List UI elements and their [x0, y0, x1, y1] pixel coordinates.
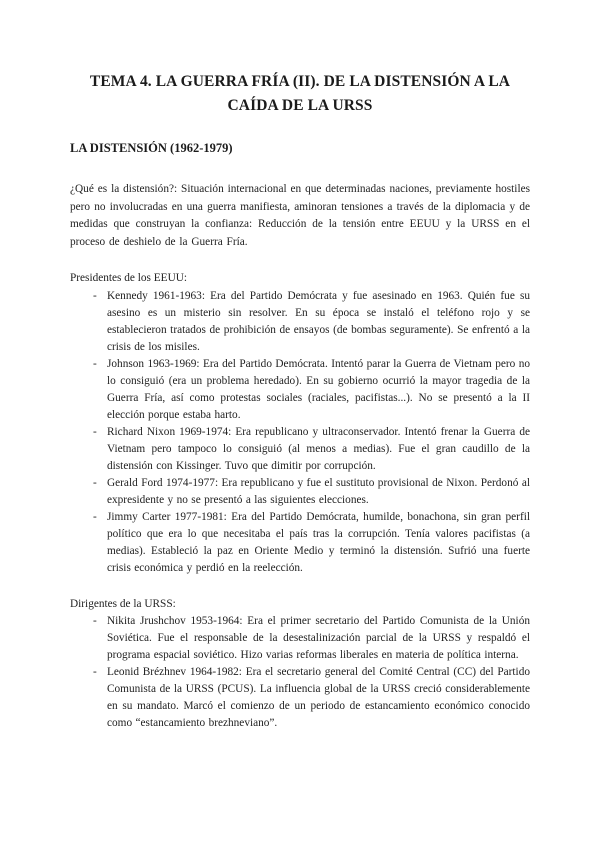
list-item-text: Nikita Jrushchov 1953-1964: Era el primer secretario del Partido Comunista de la Unión Soviética. Fue el responsable de la desestalinización parcial de la URSS y respaldó el programa espacial soviético. Hizo varias reformas liberales en materia de política interna.	[107, 615, 530, 661]
list-item	[70, 613, 530, 664]
list-item	[70, 356, 530, 424]
bullet-marker: -	[93, 357, 97, 370]
us-presidents-label: Presidentes de los EEUU:	[70, 272, 188, 284]
bullet-marker: -	[93, 615, 97, 627]
list-item-text: Richard Nixon 1969-1974: Era republicano y ultraconservador. Intentó frenar la Guerra de Vietnam pero tampoco lo consiguió (al menos a medias). Fue el gran caudillo de la distensión con Kissinger. Tuvo que dimitir por corrupción.	[107, 425, 530, 472]
list-item	[70, 475, 530, 509]
ussr-leaders-section	[70, 596, 530, 733]
list-item	[70, 424, 530, 475]
bullet-marker: -	[93, 289, 97, 302]
list-item-text: Gerald Ford 1974-1977: Era republicano y fue el sustituto provisional de Nixon. Perdonó al expresidente y no se presentó a las siguientes elecciones.	[107, 476, 530, 506]
list-item	[70, 509, 530, 577]
ussr-leaders-list	[70, 613, 530, 732]
bullet-marker: -	[93, 476, 97, 489]
list-item-text: Leonid Brézhnev 1964-1982: Era el secretario general del Comité Central (CC) del Partido Comunista de la URSS (PCUS). La influencia global de la URSS creció considerablemente en su mandato. Marcó el comienzo de un periodo de estancamiento económico conocido como “estancamiento brezhneviano”.	[107, 666, 530, 729]
section-heading: LA DISTENSIÓN (1962-1979)	[70, 141, 233, 155]
bullet-marker: -	[93, 425, 97, 438]
list-item-text: Kennedy 1961-1963: Era del Partido Demócrata y fue asesinado en 1963. Quién fue su asesino es un misterio sin resolver. En su época se instaló el teléfono rojo y se establecieron tratados de prohibición de ensayos (de bombas seguramente). Se enfrentó a la crisis de los misiles.	[107, 289, 530, 353]
us-presidents-list	[70, 288, 530, 577]
list-item-text: Jimmy Carter 1977-1981: Era del Partido Demócrata, humilde, bonachona, sin gran perfil político que era lo que necesitaba el país tras la corrupción. Tenía valores pacifistas (a medias). Estableció la paz en Oriente Medio y terminó la distensión. Sufrió una fuerte crisis económica y perdió en la reelección.	[107, 510, 530, 574]
list-item	[70, 288, 530, 356]
list-item	[70, 664, 530, 732]
document-title: TEMA 4. LA GUERRA FRÍA (II). DE LA DISTENSIÓN A LA CAÍDA DE LA URSS	[89, 73, 511, 114]
bullet-marker: -	[93, 510, 97, 523]
ussr-leaders-label: Dirigentes de la URSS:	[70, 597, 176, 610]
list-item-text: Johnson 1963-1969: Era del Partido Demócrata. Intentó parar la Guerra de Vietnam pero no lo consiguió (era un problema heredado). En su gobierno ocurrió la mayor tragedia de la Guerra Fría, así como protestas sociales (raciales, pacifistas...). No se presentó a la II elección porque estaba harto.	[107, 357, 530, 421]
us-presidents-section	[70, 270, 530, 577]
intro-paragraph: ¿Qué es la distensión?: Situación internacional en que determinadas naciones, previamente hostiles pero no involucradas en una guerra manifiesta, aminoran tensiones a través de la diplomacia y de medidas que construyan la confianza: Reducción de la tensión entre EEUU y la URSS en el proceso de deshielo de la Guerra Fría.	[70, 183, 530, 248]
bullet-marker: -	[93, 666, 97, 678]
